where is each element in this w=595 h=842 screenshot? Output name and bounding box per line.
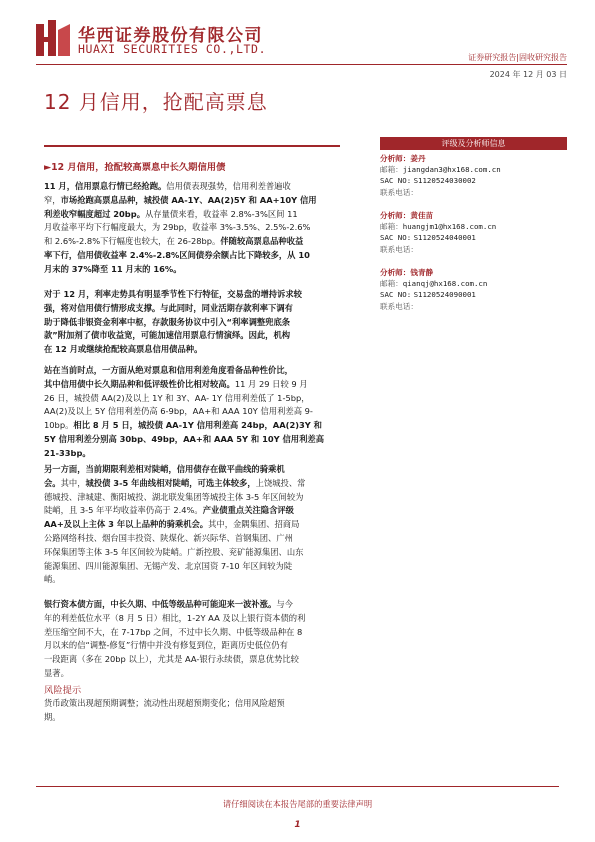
page-number: 1 [294,820,301,830]
analyst-name: 分析师：黄佳苗 [380,211,434,220]
text-run: 公路网络科技、烟台国丰投资、陕煤化、新兴际华、首钢集团、广州 [44,532,293,543]
paragraph-line [44,598,374,612]
paragraph-line [44,653,374,667]
sac-label: SAC NO: [380,290,412,300]
sac-number: S1120524090001 [413,290,476,300]
paragraph-line [44,364,374,378]
bold-text-run: 其中信用债中长久期品种和低评级性价比相对较高。 [44,378,235,389]
paragraph-line [44,463,374,477]
bold-text-run: 21-33bp。 [44,447,91,458]
bold-text-run: 另一方面，当前期限利差相对陡峭，信用债存在做平曲线的骑乘机 [44,464,285,474]
paragraph-line [44,546,374,560]
text-run: 环保集团等主体 3-5 年区间较为陡峭。广新控股、兖矿能源集团、山东 [44,546,304,557]
text-run: 与今 [276,599,293,609]
paragraph-line [44,392,374,406]
document-title: 12 月信用，抢配高票息 [44,90,268,114]
body-paragraph-4 [44,463,374,587]
paragraph-line [44,343,374,357]
body-paragraph-3 [44,364,374,461]
paragraph-line [44,612,374,626]
text-run: 月以来的信“调整-修复”行情中并没有修复到位，距离历史低位仍有 [44,640,288,651]
paragraph-line [44,504,374,518]
text-run: 10bp。 [44,420,74,431]
body-paragraph-1 [44,180,374,277]
bold-text-run: 助于降低非银资金利率中枢，存款服务协议中引入“利率调整兜底条 [44,316,291,327]
text-run: 显著。 [44,667,69,678]
paragraph-line [44,302,374,316]
text-run: 窄， [44,194,61,205]
analyst-email-link[interactable]: jiangdan3@hx168.com.cn [402,165,501,175]
bold-text-run: 市场抢跑高票息品种，城投债 AA-1Y、AA(2)5Y 和 AA+10Y 信用 [60,194,317,205]
text-run: 26 日，城投债 AA(2)及以上 1Y 和 3Y、AA- 1Y 信用利差低了 1-5bp， [44,392,310,403]
report-type-label: 证券研究报告|固收研究报告 [468,53,567,62]
bold-text-run: 在 12 月或继续抢配较高票息信用债品种。 [44,344,203,355]
paragraph-line [44,477,374,491]
paragraph-line [44,263,374,277]
paragraph-line [44,378,374,392]
text-run: 能源集团、四川能源集团、无锡产发、北京国资 7-10 年区间较为陡 [44,560,293,571]
sac-label: SAC NO: [380,176,412,186]
text-run: AA(2)及以上 5Y 信用利差仍高 6-9bp，AA+和 AAA 10Y 信用利差高 9- [44,406,313,417]
email-label: 邮箱： [380,165,403,175]
bold-text-run: 站在当前时点，一方面从绝对票息和信用利差角度看备品种性价比， [44,365,293,375]
bold-text-run: 银行资本债方面，中长久期、中低等级品种可能迎来一波补涨。 [44,599,277,609]
bold-text-run: AA+及以上主体 3 年以上品种的骑乘机会。 [44,519,209,530]
company-name-en: HUAXI SECURITIES CO.,LTD. [78,42,267,56]
text-run: 上饶城投、常 [255,477,306,488]
bold-text-run: 率下行，信用债收益率 2.4%-2.8%区间债券余额占比下降较多，从 10 [44,249,310,260]
bold-text-run: 5Y 信用利差分别高 30bp、49bp，AA+和 AAA 5Y 和 10Y 信用利差高 [44,433,324,444]
bold-text-run: 城投债 3-5 年曲线相对陡峭，可选主体较多， [85,477,256,488]
text-run: 信用债表现强势，信用利差普遍收 [166,181,291,191]
text-run: 和 2.6%-2.8%下行幅度也较大，在 26-28bp。 [44,236,221,247]
bold-text-run: 月末的 37%降至 11 月末的 16%。 [44,263,182,274]
email-label: 邮箱： [380,222,403,232]
analyst-email-link[interactable]: huangjm1@hx168.com.cn [402,222,497,232]
text-run: 年的利差低位水平（8 月 5 日）相比，1-2Y AA 及以上银行资本债的利 [44,612,306,623]
paragraph-line [44,194,374,208]
paragraph-line [44,518,374,532]
bold-text-run: 伴随较高票息品种收益 [220,236,304,247]
phone-label: 联系电话： [380,187,418,197]
phone-label: 联系电话： [380,244,418,254]
paragraph-line [44,249,374,263]
analyst-card [380,153,567,198]
paragraph-line [44,667,374,681]
paragraph-line [44,316,374,330]
paragraph-line [44,532,374,546]
paragraph-line [44,235,374,249]
analyst-name: 分析师：姜丹 [380,154,426,163]
risk-body-line: 期。 [44,712,61,722]
paragraph-line [44,573,374,587]
paragraph-line [44,329,374,343]
email-label: 邮箱： [380,279,403,289]
sac-label: SAC NO: [380,233,412,243]
analyst-card [380,267,567,312]
bold-text-run: 款”附加剂了债市收益宽，可能加速信用票息行情演绎。因此，机构 [44,330,291,341]
header-divider [36,64,567,65]
text-run: 11 月 29 日较 9 月 [234,378,308,389]
body-paragraph-5 [44,598,374,681]
paragraph-line [44,639,374,653]
paragraph-line [44,180,374,194]
legal-notice: 请仔细阅读在本报告尾部的重要法律声明 [222,799,373,809]
bold-text-run: 会。 [44,477,61,488]
company-name-cn: 华西证券股份有限公司 [78,26,263,46]
paragraph-line [44,491,374,505]
analyst-email-link[interactable]: qianqj@hx168.com.cn [402,279,488,289]
footer-divider [36,786,559,787]
analyst-card [380,210,567,255]
text-run: 其中，金隅集团、招商局 [208,519,300,530]
paragraph-line [44,560,374,574]
paragraph-line [44,208,374,222]
text-run: 陡峭，且 3-5 年平均收益率仍高于 2.4%。 [44,505,203,516]
paragraph-line [44,288,374,302]
bold-text-run: 强，将对信用债行情形成支撑。与此同时，同业活期存款利率下调有 [44,302,293,313]
paragraph-line [44,221,374,235]
sac-number: S1120524040001 [413,233,476,243]
section-heading: ►12 月信用，抢配较高票息中长久期信用债 [44,162,226,173]
text-run: 差压缩空间不大，在 7-17bp 之间，不过中长久期、中低等级品种在 8 [44,626,303,637]
paragraph-line [44,419,374,433]
paragraph-line [44,626,374,640]
text-run: 一段距离（多在 20bp 以上），尤其是 AA-银行永续债，票息优势比较 [44,654,299,665]
risk-body-line: 货币政策出现超预期调整；流动性出现超预期变化；信用风险超预 [44,698,285,708]
analyst-name: 分析师：钱青静 [380,268,434,277]
risk-body [44,696,374,724]
analyst-panel-heading: 评级及分析师信息 [380,137,567,150]
paragraph-line [44,405,374,419]
report-date: 2024 年 12 月 03 日 [489,70,567,79]
text-run: 德城投、津城建、衡阳城投、湖北联发集团等城投主体 3-5 年区间较为 [44,491,304,502]
huaxi-logo-icon [36,20,70,56]
sac-number: S1120524030002 [413,176,476,186]
paragraph-line [44,447,374,461]
text-run: 峭。 [44,574,61,585]
text-run: 从存量债来看，收益率 2.8%-3%区间 11 [145,208,298,219]
risk-title: 风险提示 [44,685,82,696]
text-run: 其中， [60,477,86,488]
body-paragraph-2 [44,288,374,357]
text-run: 月收益率平均下行幅度最大，为 29bp，收益率 3%-3.5%、2.5%-2.6% [44,222,311,233]
bold-text-run: 产业债重点关注隐含评级 [202,505,294,516]
bold-text-run: 相比 8 月 5 日，城投债 AA-1Y 信用利差高 24bp，AA(2)3Y 和 [73,420,322,431]
bold-text-run: 对于 12 月，利率走势具有明显季节性下行特征，交易盘的增持诉求较 [44,289,302,299]
bold-text-run: 利差收窄幅度超过 20bp。 [44,208,145,219]
title-divider [44,145,340,147]
bold-text-run: 11 月，信用票息行情已经抢跑。 [44,181,167,191]
phone-label: 联系电话： [380,301,418,311]
paragraph-line [44,433,374,447]
